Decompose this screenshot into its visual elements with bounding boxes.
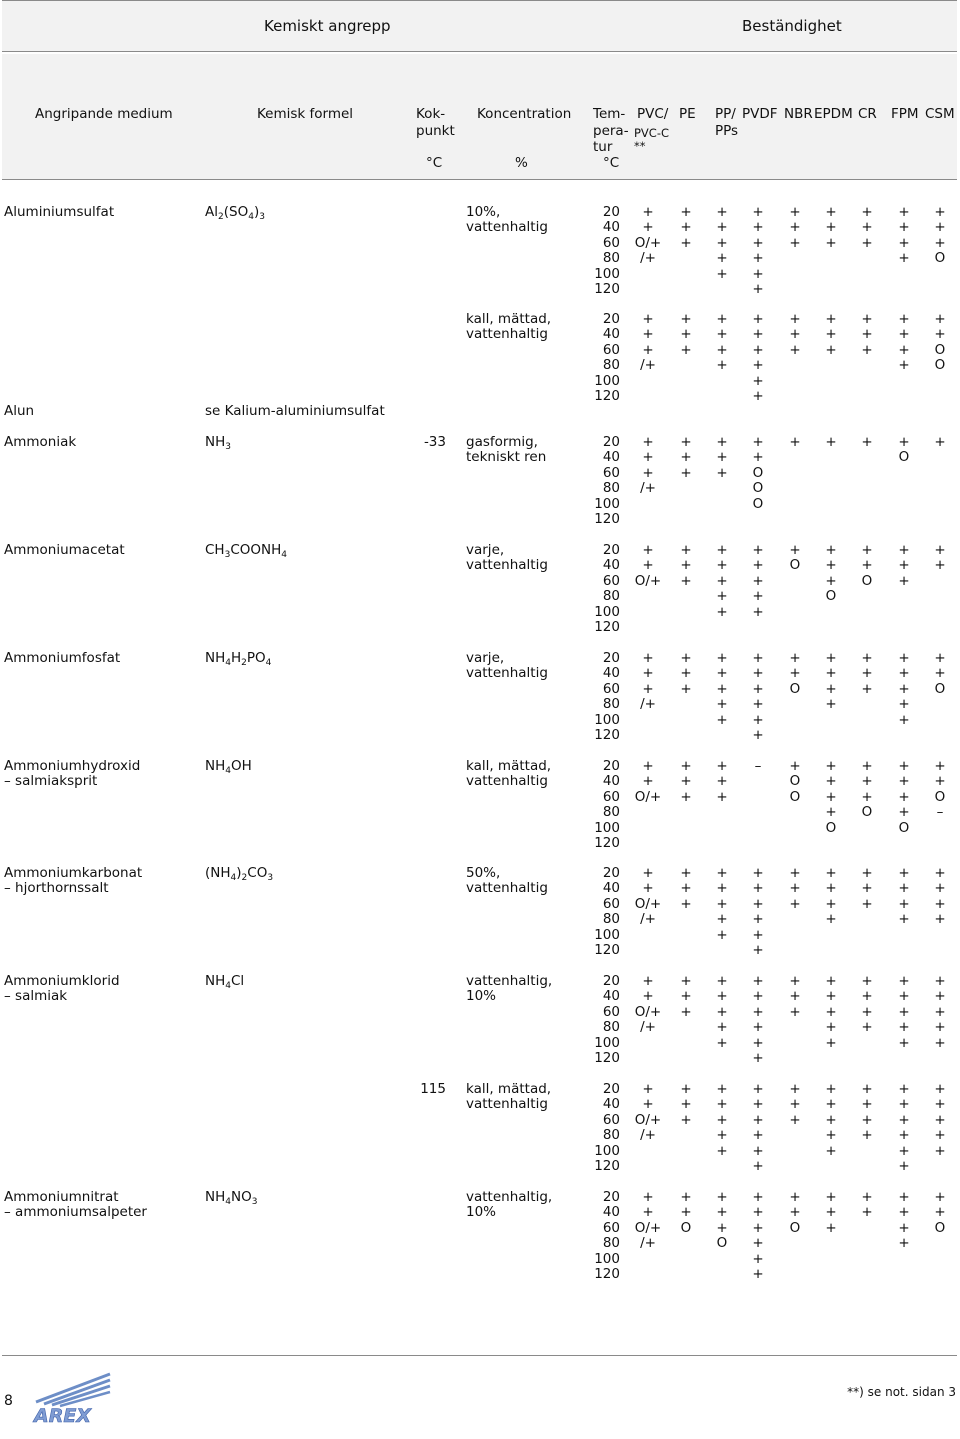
rating-csm: + + + O	[934, 204, 946, 267]
section-title-chemical-attack: Kemiskt angrepp	[264, 17, 391, 35]
rating-epdm: + + + O	[825, 542, 837, 605]
rating-cr: + + +	[861, 204, 873, 251]
rating-pp: + + + + +	[716, 542, 728, 620]
rating-csm: + + + + +	[934, 973, 946, 1051]
rating-fpm: + + + +	[898, 204, 910, 267]
boiling-point: -33	[423, 434, 446, 450]
medium-name: Ammoniumfosfat	[4, 650, 121, 666]
header-boiling-point: Kok- punkt	[416, 106, 455, 139]
rating-fpm: + + + + +	[898, 650, 910, 728]
rating-pp: + + + +	[716, 311, 728, 374]
rating-pvc: + + O/+	[634, 542, 662, 589]
rating-pp: + + +	[716, 758, 728, 805]
chemical-formula: $NH_4H_2PO_4$	[205, 650, 272, 668]
rating-nbr: + + +	[789, 865, 801, 912]
rating-nbr: + + O	[789, 650, 801, 697]
rating-pvc: + + O/+ /+	[634, 1189, 662, 1252]
rating-pe: + + +	[680, 973, 692, 1020]
arex-logo	[30, 1368, 112, 1426]
rating-fpm: + + + + O	[898, 758, 910, 836]
rating-nbr: + + +	[789, 204, 801, 251]
rating-pvdf: + + + + + +	[752, 1189, 764, 1283]
rating-cr: + + +	[861, 865, 873, 912]
rating-cr: + + + O	[861, 758, 873, 821]
chemical-formula: $Al_2(SO_4)_3$	[205, 204, 265, 222]
rating-epdm: + + + + O	[825, 758, 837, 836]
rating-pvc: + + O/+ /+	[634, 973, 662, 1036]
medium-name: Ammoniumnitrat – ammoniumsalpeter	[4, 1189, 147, 1221]
rating-epdm: + + + + +	[825, 1081, 837, 1159]
rating-csm: + + O O	[934, 311, 946, 374]
concentration: vattenhaltig, 10%	[466, 973, 553, 1005]
rating-pe: + + +	[680, 311, 692, 358]
table-header	[2, 54, 957, 180]
rating-cr: + + + +	[861, 973, 873, 1036]
rating-fpm: + + + +	[898, 865, 910, 928]
rating-pe: + + +	[680, 434, 692, 481]
chemical-formula: $NH_3$	[205, 434, 231, 452]
rating-pp: + + + O	[716, 1189, 728, 1252]
header-temp-unit: °C	[603, 155, 620, 171]
rating-nbr: + + +	[789, 973, 801, 1020]
rating-pe: + + +	[680, 542, 692, 589]
rating-csm: + + + +	[934, 865, 946, 928]
temperatures: 20 40 60 80 100 120	[594, 1081, 620, 1175]
header-csm: CSM	[925, 106, 955, 122]
medium-name: Ammoniumhydroxid – salmiaksprit	[4, 758, 141, 790]
concentration: varje, vattenhaltig	[466, 542, 548, 574]
concentration: kall, mättad, vattenhaltig	[466, 1081, 552, 1113]
medium-name: Ammoniak	[4, 434, 77, 450]
rating-pe: + + +	[680, 650, 692, 697]
rating-pp: + + + + +	[716, 973, 728, 1051]
chemical-formula: $(NH_4)_2CO_3$	[205, 865, 274, 883]
temperatures: 20 40 60 80 100 120	[594, 758, 620, 852]
rating-csm: +	[934, 434, 946, 450]
rating-csm: + + + + +	[934, 1081, 946, 1159]
header-temperature: Tem- pera- tur	[593, 106, 629, 155]
temperatures: 20 40 60 80 100 120	[594, 650, 620, 744]
temperatures: 20 40 60 80 100 120	[594, 434, 620, 528]
temperatures: 20 40 60 80 100 120	[594, 1189, 620, 1283]
header-epdm: EPDM	[814, 106, 853, 122]
header-pvc: PVC/	[637, 106, 669, 122]
concentration: kall, mättad, vattenhaltig	[466, 758, 552, 790]
rating-cr: + + O	[861, 542, 873, 589]
rating-pe: + + +	[680, 758, 692, 805]
header-concentration: Koncentration	[477, 106, 572, 122]
rating-nbr: + O O	[789, 758, 801, 805]
rating-fpm: + O	[898, 434, 910, 466]
rating-pvc: + + + /+	[640, 434, 656, 497]
rating-pvdf: + + + + + +	[752, 650, 764, 744]
concentration: varje, vattenhaltig	[466, 650, 548, 682]
rating-csm: + + O	[934, 650, 946, 697]
rating-pvc: + + + /+	[640, 311, 656, 374]
rating-pvdf: –	[754, 758, 762, 774]
medium-name: Aluminiumsulfat	[4, 204, 115, 220]
rating-cr: + + +	[861, 311, 873, 358]
rating-epdm: + + + +	[825, 650, 837, 713]
header-nbr: NBR	[784, 106, 813, 122]
rating-nbr: + + +	[789, 311, 801, 358]
boiling-point: 115	[420, 1081, 446, 1097]
formula-reference: se Kalium-aluminiumsulfat	[205, 403, 385, 419]
rating-pvdf: + + + + +	[752, 542, 764, 620]
rating-pvc: + + O/+ /+	[634, 204, 662, 267]
medium-name: Ammoniumkarbonat – hjorthornssalt	[4, 865, 143, 897]
rating-nbr: + O	[789, 542, 801, 574]
rating-epdm: + + +	[825, 311, 837, 358]
concentration: vattenhaltig, 10%	[466, 1189, 553, 1221]
concentration: kall, mättad, vattenhaltig	[466, 311, 552, 343]
concentration: gasformig, tekniskt ren	[466, 434, 547, 466]
rating-epdm: + + +	[825, 204, 837, 251]
rating-pvc: + + O/+ /+	[634, 1081, 662, 1144]
medium-name-alun: Alun	[4, 403, 35, 419]
header-cr: CR	[858, 106, 877, 122]
rating-csm: + + O	[934, 1189, 946, 1236]
rating-nbr: + + O	[789, 1189, 801, 1236]
rating-pvdf: + + + + + +	[752, 973, 764, 1067]
chemical-formula: $CH_3COONH_4$	[205, 542, 287, 560]
rating-csm: + +	[934, 542, 946, 574]
rating-fpm: + + + + +	[898, 973, 910, 1051]
temperatures: 20 40 60 80 100 120	[594, 311, 620, 405]
rating-fpm: + + +	[898, 542, 910, 589]
rating-pp: + + + + +	[716, 1081, 728, 1159]
header-pe: PE	[679, 106, 696, 122]
medium-name: Ammoniumacetat	[4, 542, 125, 558]
footer-divider	[2, 1355, 957, 1356]
rating-epdm: +	[825, 434, 837, 450]
rating-epdm: + + +	[825, 1189, 837, 1236]
temperatures: 20 40 60 80 100 120	[594, 973, 620, 1067]
rating-pvc: + + O/+	[634, 758, 662, 805]
rating-pvdf: + + + + + +	[752, 865, 764, 959]
rating-pe: + + +	[680, 1081, 692, 1128]
rating-fpm: + + + + + +	[898, 1081, 910, 1175]
rating-pe: + + +	[680, 865, 692, 912]
chemical-formula: $NH_4Cl$	[205, 973, 245, 991]
rating-cr: +	[861, 434, 873, 450]
top-band	[2, 0, 957, 52]
rating-pe: + + O	[680, 1189, 692, 1236]
rating-pp: + + + + +	[716, 204, 728, 282]
temperatures: 20 40 60 80 100 120	[594, 542, 620, 636]
rating-pvc: + + + /+	[640, 650, 656, 713]
rating-pp: + + + + +	[716, 865, 728, 943]
footnote: **) se not. sidan 3	[847, 1385, 956, 1399]
rating-nbr: + + +	[789, 1081, 801, 1128]
rating-pvdf: + + O O O	[752, 434, 764, 512]
rating-nbr: +	[789, 434, 801, 450]
concentration: 10%, vattenhaltig	[466, 204, 548, 236]
rating-fpm: + + + +	[898, 311, 910, 374]
header-pvc-c: PVC-C	[634, 126, 670, 140]
rating-cr: + + +	[861, 650, 873, 697]
rating-fpm: + + + +	[898, 1189, 910, 1252]
header-bp-unit: °C	[426, 155, 443, 171]
header-pvc-note: **	[634, 139, 646, 153]
header-pp: PP/ PPs	[715, 106, 739, 139]
header-pvdf: PVDF	[742, 106, 778, 122]
rating-pvdf: + + + + + +	[752, 204, 764, 298]
svg-text:AREX: AREX	[34, 1405, 91, 1426]
page-number: 8	[4, 1393, 13, 1409]
temperatures: 20 40 60 80 100 120	[594, 865, 620, 959]
rating-csm: + + O –	[934, 758, 946, 821]
rating-cr: + +	[861, 1189, 873, 1221]
rating-pp: + + + + +	[716, 650, 728, 728]
rating-pe: + + +	[680, 204, 692, 251]
rating-pvdf: + + + + + +	[752, 1081, 764, 1175]
temperatures: 20 40 60 80 100 120	[594, 204, 620, 298]
header-conc-unit: %	[515, 155, 528, 171]
header-medium: Angripande medium	[35, 106, 173, 122]
header-fpm: FPM	[891, 106, 919, 122]
header-formula: Kemisk formel	[257, 106, 354, 122]
rating-pvdf: + + + + + +	[752, 311, 764, 405]
rating-epdm: + + + +	[825, 865, 837, 928]
medium-name: Ammoniumklorid – salmiak	[4, 973, 120, 1005]
chemical-formula: $NH_4OH$	[205, 758, 252, 776]
rating-epdm: + + + + +	[825, 973, 837, 1051]
rating-pvc: + + O/+ /+	[634, 865, 662, 928]
concentration: 50%, vattenhaltig	[466, 865, 548, 897]
rating-pp: + + +	[716, 434, 728, 481]
section-title-resistance: Beständighet	[742, 17, 842, 35]
chemical-formula: $NH_4NO_3$	[205, 1189, 258, 1207]
rating-cr: + + + +	[861, 1081, 873, 1144]
